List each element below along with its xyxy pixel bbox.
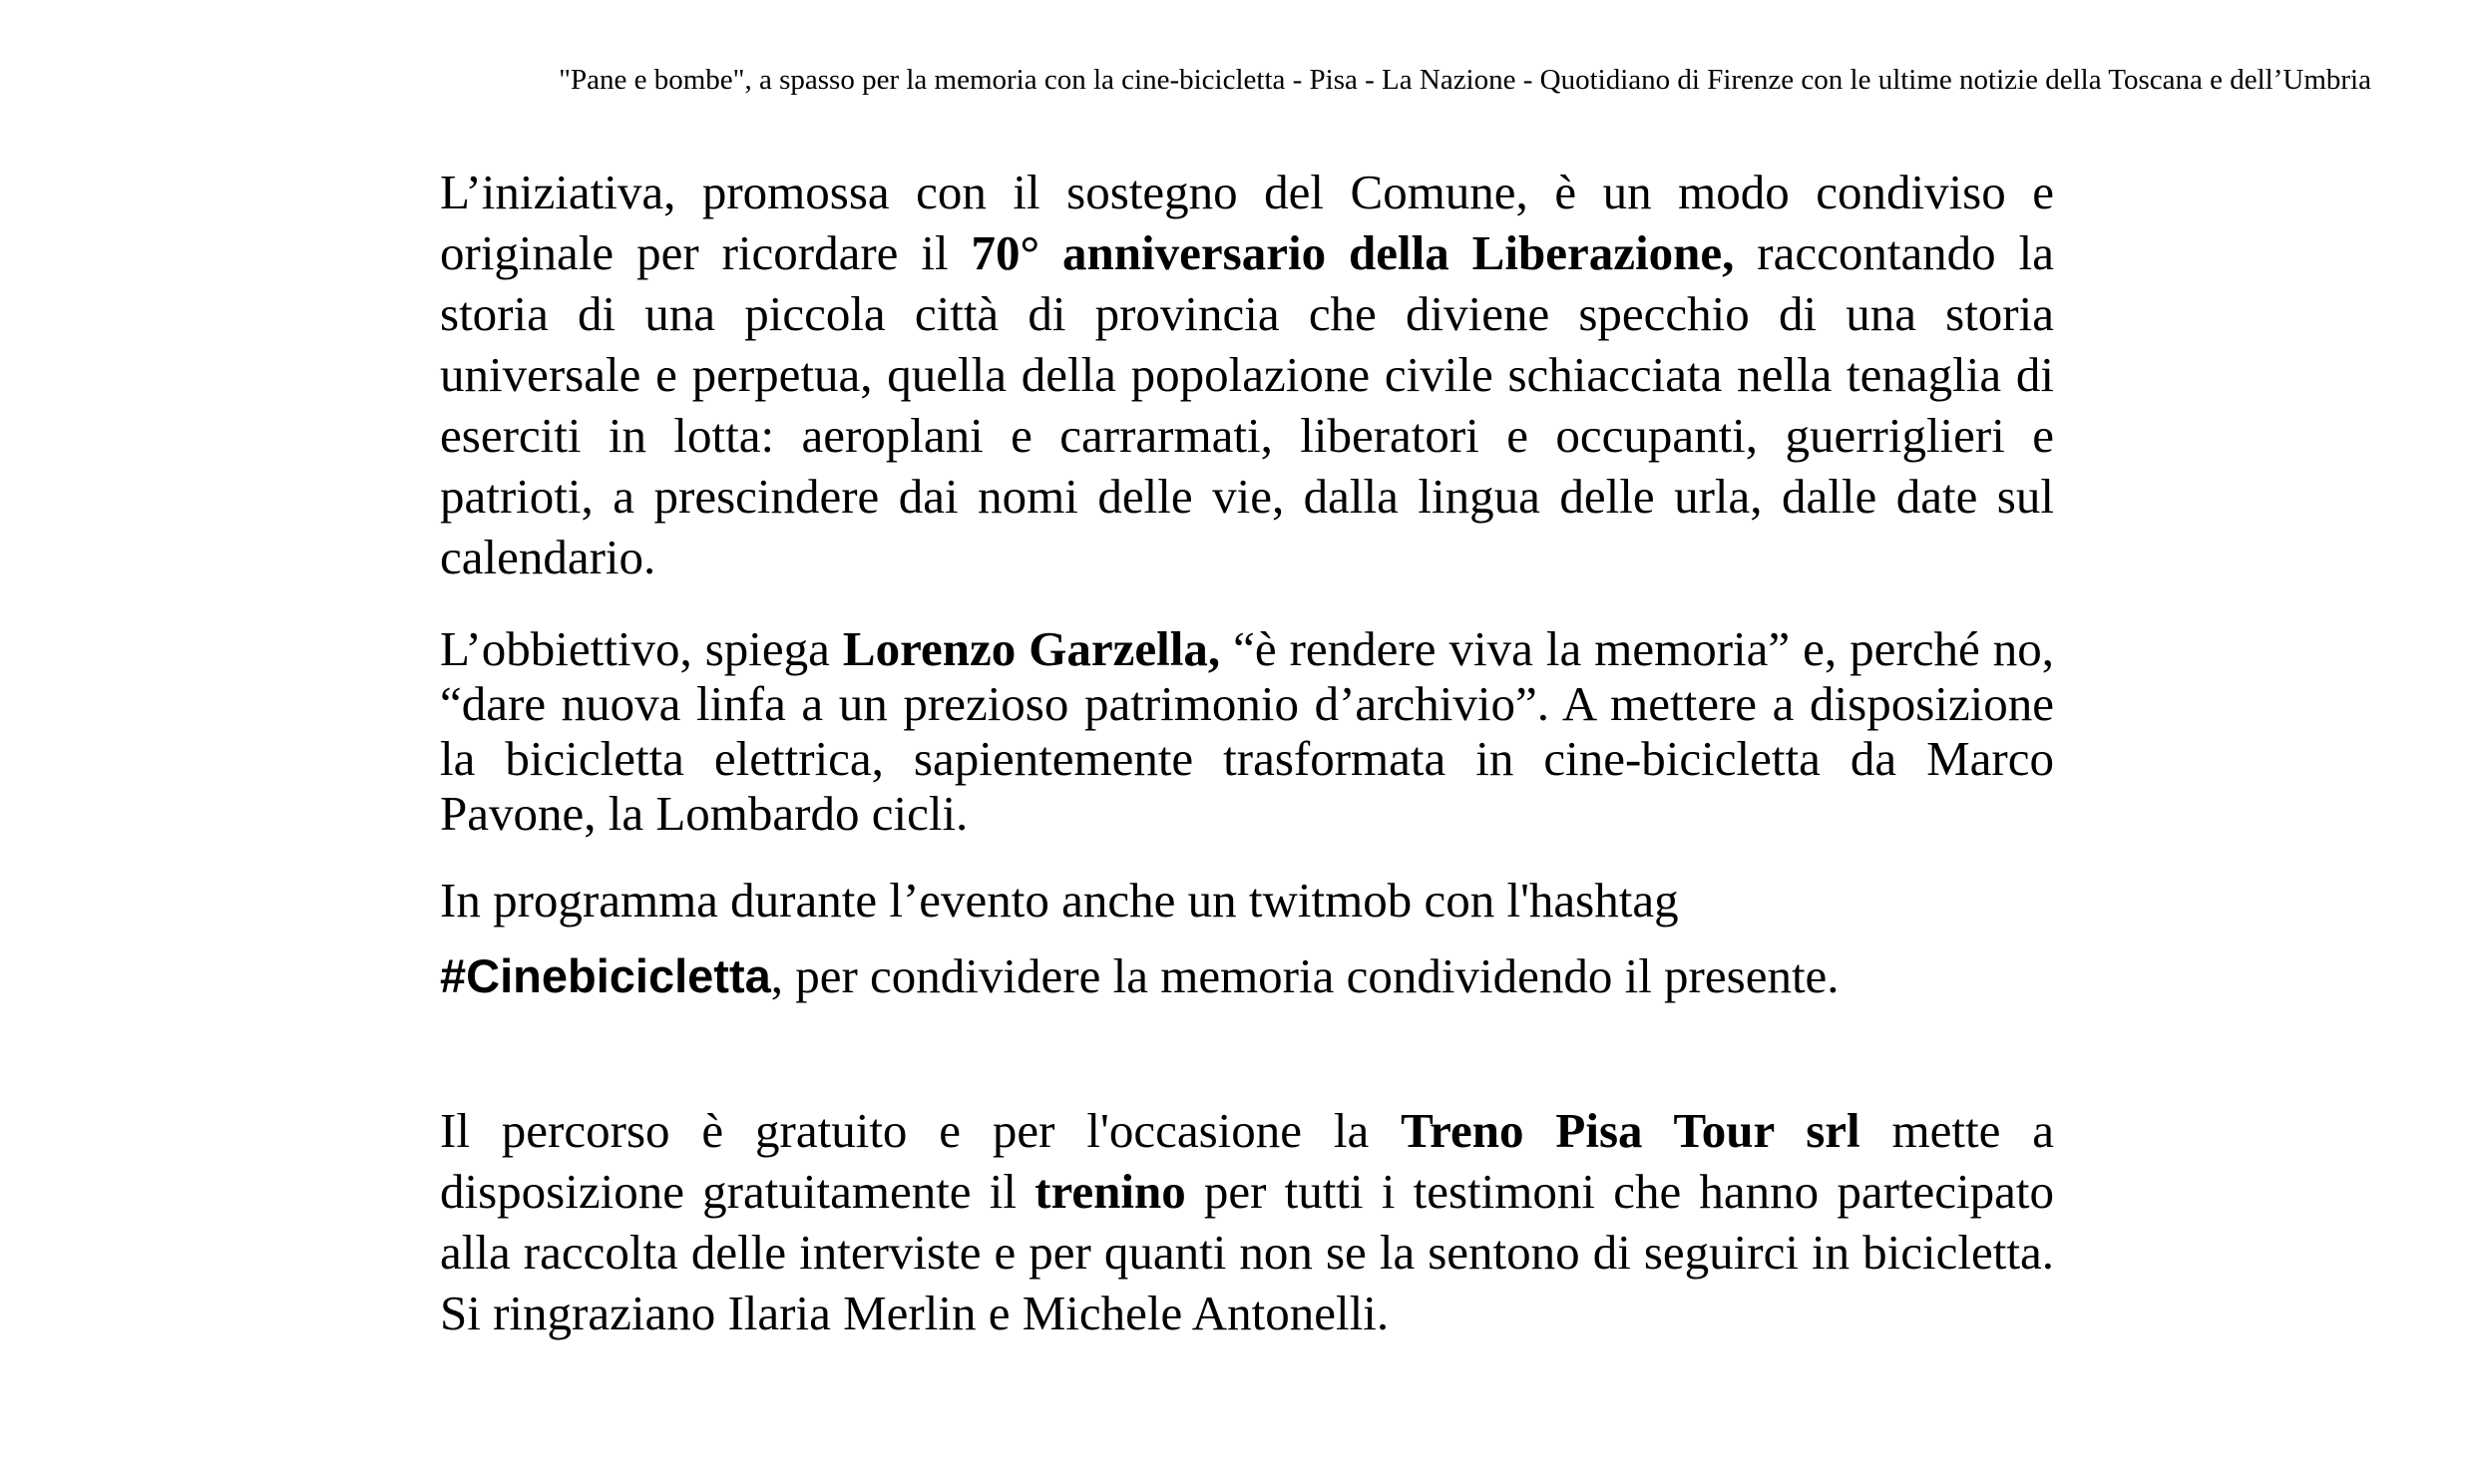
paragraph-text: L’obbiettivo, spiega: [440, 621, 843, 676]
paragraph-text: Il percorso è gratuito e per l'occasione la: [440, 1103, 1402, 1158]
bold-company-name: Treno Pisa Tour srl: [1401, 1103, 1860, 1158]
paragraph-text: mette a disposizione gratuitamente il: [440, 1103, 2054, 1219]
bold-anniversary: 70° anniversario della Liberazione,: [971, 225, 1735, 280]
paragraph-twitmob: [440, 863, 2054, 1014]
bold-person-name: Lorenzo Garzella,: [842, 621, 1221, 676]
paragraph-obiettivo: [440, 621, 2054, 841]
paragraph-text: , per condividere la memoria condividendo il presente.: [770, 948, 1840, 1003]
paragraph-text: In programma durante l’evento anche un twitmob con l'hashtag: [440, 873, 1679, 928]
bold-trenino: trenino: [1034, 1164, 1186, 1219]
paragraph-text: “è rendere viva la memoria” e, perché no, “dare nuova linfa a un prezioso patrimonio d’archivio”. A mettere a disposizione la bicicletta elettrica, sapientemente trasformata in cine-bicicletta da Marco Pavone, la Lombardo cicli.: [440, 621, 2054, 841]
hashtag: #Cinebicicletta: [440, 949, 771, 1002]
paragraph-text: raccontando la storia di una piccola città di provincia che diviene specchio di una storia universale e perpetua, quella della popolazione civile schiacciata nella tenaglia di eserciti in lotta: aeroplani e carrarmati, liberatori e occupanti, guerriglieri e patrioti, a prescindere dai nomi delle vie, dalla lingua delle urla, dalle date sul calendario.: [440, 225, 2054, 584]
paragraph-text: L’iniziativa, promossa con il sostegno del Comune, è un modo condiviso e originale per ricordare il: [440, 165, 2054, 280]
paragraph-text: per tutti i testimoni che hanno partecipato alla raccolta delle interviste e per quanti non se la sentono di seguirci in bicicletta. Si ringraziano Ilaria Merlin e Michele Antonelli.: [440, 1164, 2054, 1340]
paragraph-liberazione: [440, 162, 2054, 587]
article-body: [440, 162, 2054, 1343]
page-header-title: "Pane e bombe", a spasso per la memoria con la cine-bicicletta - Pisa - La Nazione - Quotidiano di Firenze con le ultime notizie della Toscana e dell’Umbria: [559, 64, 2371, 96]
paragraph-percorso: [440, 1100, 2054, 1343]
